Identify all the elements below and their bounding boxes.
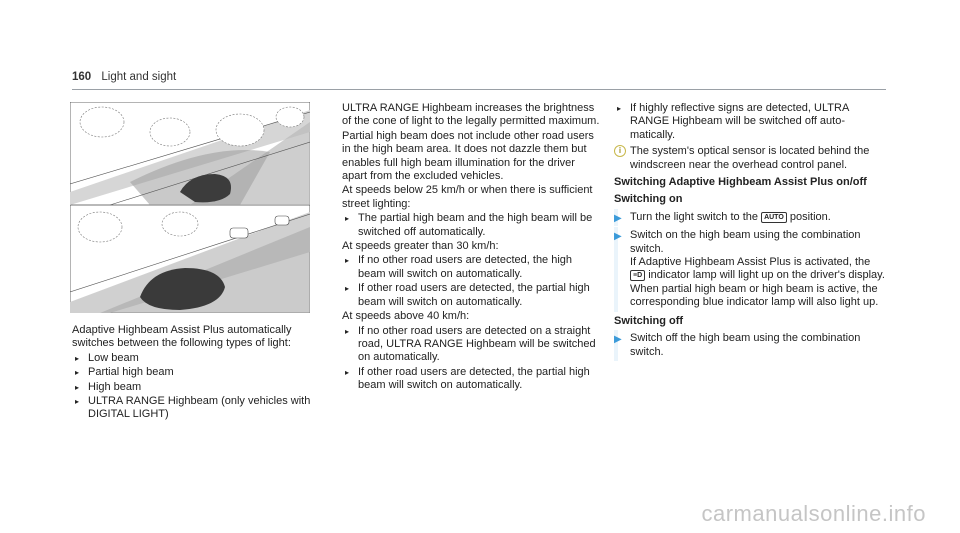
paragraph: Partial high beam does not include other road users in the high beam area. It does not dazzle them but enables full high beam illumination for the driver apart from the excluded vehicles. (342, 129, 594, 183)
column-right (614, 102, 886, 364)
list (342, 325, 600, 393)
list-item: ▸ If no other road users are detected, the high beam will switch on automatically. (342, 254, 600, 281)
list-item: ▸ ULTRA RANGE Highbeam (only vehicles with DIGITAL LIGHT) (72, 395, 322, 422)
high-beam-indicator-icon: ≡D (630, 270, 645, 281)
list (342, 254, 600, 309)
step-text: Turn the light switch to the (630, 210, 758, 223)
tree-1 (80, 107, 124, 137)
list-item: ▸ If other road users are detected, the partial high beam will switch on automatically. (342, 366, 600, 393)
paragraph: At speeds above 40 km/h: (342, 310, 470, 323)
header-rule (72, 89, 886, 90)
intro-text: Adaptive Highbeam Assist Plus automatically switches between the following types of light: (72, 324, 292, 350)
subheading-switching-off: Switching off (614, 314, 684, 327)
step-arrow-icon: ▶ (614, 334, 622, 346)
watermark: carmanualsonline.info (701, 501, 926, 526)
step-arrow-icon: ▶ (614, 231, 622, 243)
tree-2 (150, 118, 190, 146)
section-title: Light and sight (101, 71, 177, 83)
list-item: ▸ If other road users are detected, the partial high beam will switch on automatically. (342, 282, 600, 309)
page-number: 160 (72, 71, 92, 83)
column-middle (342, 102, 600, 394)
step-text: Switch off the high beam using the combination switch. (630, 332, 861, 358)
paragraph: ULTRA RANGE Highbeam increases the brightness of the cone of light to the legally permitted maximum. (342, 102, 600, 128)
step-text: position. (789, 210, 831, 223)
page-header (72, 71, 176, 83)
note-text: The system's optical sensor is located behind the windscreen near the overhead control panel. (630, 145, 870, 171)
list-item: ▸ If no other road users are detected on a straight road, ULTRA RANGE Highbeam will be switched on automatically. (342, 325, 600, 365)
paragraph: At speeds below 25 km/h or when there is sufficient street lighting: (342, 184, 593, 210)
list-item: ▸ The partial high beam and the high beam will be switched off automatically. (342, 212, 600, 239)
step-text: Switch on the high beam using the combination switch. (630, 229, 861, 255)
info-icon: i (614, 145, 626, 157)
step-arrow-icon: ▶ (614, 212, 622, 224)
note (614, 145, 886, 172)
list-item: ▸ High beam (72, 381, 322, 394)
tree-6 (162, 212, 198, 236)
tree-4 (276, 107, 304, 127)
tree-3 (216, 114, 264, 146)
step (614, 229, 886, 309)
list-item: ▸ Partial high beam (72, 366, 322, 379)
list-item: ▸ Low beam (72, 352, 322, 365)
section-heading: Switching Adaptive Highbeam Assist Plus on/off (614, 176, 867, 189)
adaptive-highbeam-illustration (70, 102, 310, 313)
subheading-switching-on: Switching on (614, 193, 683, 206)
oncoming-car-1 (230, 228, 248, 238)
tree-5 (78, 212, 122, 242)
list (614, 102, 886, 142)
light-types-list (72, 352, 322, 422)
step (614, 211, 886, 224)
column-left (72, 324, 322, 423)
auto-light-icon: AUTO (761, 212, 787, 223)
step-text: If Adaptive Highbeam Assist Plus is activated, the (630, 256, 871, 269)
step-text: indicator lamp will light up on the driver's display. When partial high beam or high beam is active, the corresponding blue indicator lamp will also light up. (630, 269, 885, 309)
list (342, 212, 600, 239)
step (614, 332, 886, 359)
list-item: ▸ If highly reflective signs are detected, ULTRA RANGE Highbeam will be switched off automatically. (614, 102, 886, 142)
oncoming-car-2 (275, 216, 289, 225)
paragraph: At speeds greater than 30 km/h: (342, 240, 499, 253)
